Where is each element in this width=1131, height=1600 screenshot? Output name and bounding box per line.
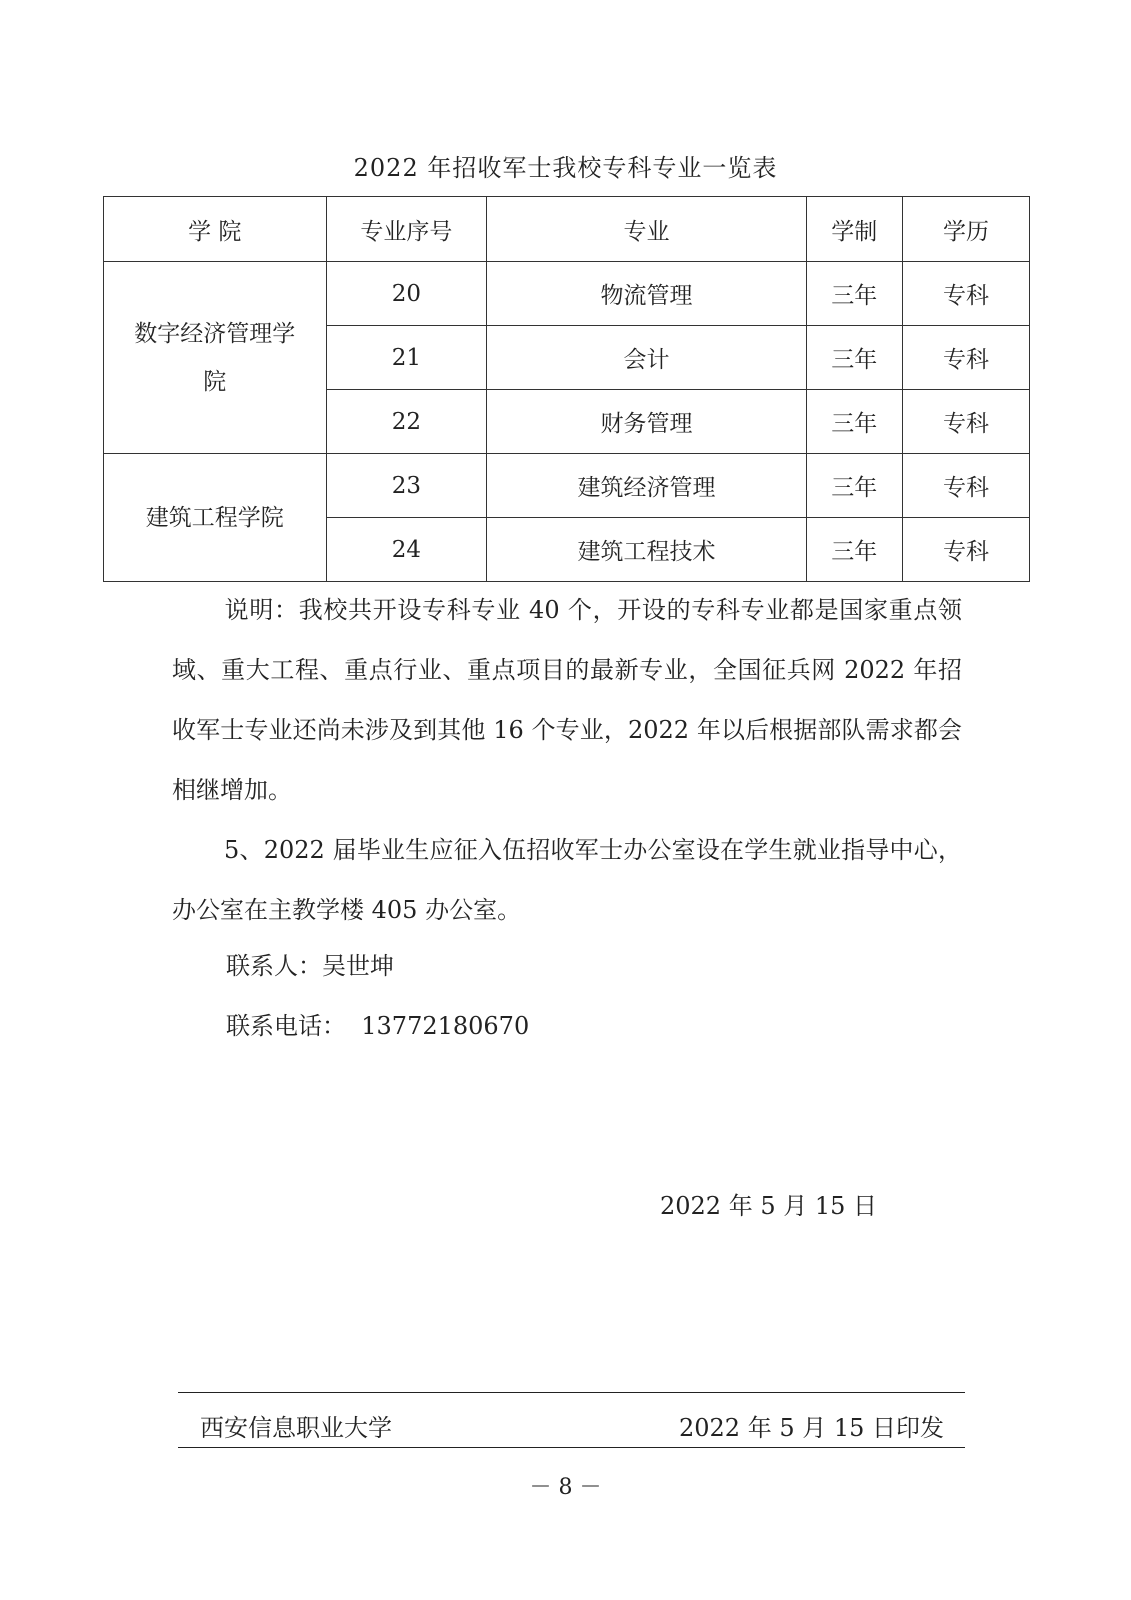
page-number: － 8 － <box>529 1475 602 1500</box>
footer-top-rule <box>178 1392 965 1393</box>
degree-cell: 专科 <box>902 454 1029 518</box>
table-row <box>104 454 1030 518</box>
majors-table <box>103 196 1030 582</box>
length-cell: 三年 <box>806 390 902 454</box>
length-cell: 三年 <box>806 518 902 582</box>
length-cell: 三年 <box>806 454 902 518</box>
major-cell: 建筑工程技术 <box>487 518 806 582</box>
table-row <box>104 262 1030 326</box>
seq-cell: 21 <box>326 326 487 390</box>
degree-cell: 专科 <box>902 390 1029 454</box>
college-name: 建筑工程学院 <box>145 504 284 531</box>
note-text: 说明：我校共开设专科专业 40 个，开设的专科专业都是国家重点领域、重大工程、重点行业、重点项目的最新专业，全国征兵网 2022 年招收军士专业还尚未涉及到其他 16 个专业，2022 年以后根据部队需求都会相继增加。 <box>172 596 962 804</box>
header-college: 学 院 <box>104 197 327 262</box>
degree-cell: 专科 <box>902 262 1029 326</box>
footer-bottom-rule <box>178 1447 965 1448</box>
header-major: 专业 <box>487 197 806 262</box>
document-date: 2022 年 5 月 15 日 <box>660 1192 878 1220</box>
length-cell: 三年 <box>806 326 902 390</box>
major-cell: 建筑经济管理 <box>487 454 806 518</box>
major-cell: 物流管理 <box>487 262 806 326</box>
seq-cell: 22 <box>326 390 487 454</box>
header-degree: 学历 <box>902 197 1029 262</box>
header-seq: 专业序号 <box>326 197 487 262</box>
seq-cell: 24 <box>326 518 487 582</box>
contact-person: 联系人：吴世坤 <box>226 952 394 980</box>
degree-cell: 专科 <box>902 518 1029 582</box>
college-name: 数字经济管理学院 <box>134 320 296 395</box>
item5-text: 5、2022 届毕业生应征入伍招收军士办公室设在学生就业指导中心，办公室在主教学楼 405 办公室。 <box>172 836 962 924</box>
contact-phone: 联系电话： 13772180670 <box>226 1012 530 1040</box>
footer-org: 西安信息职业大学 <box>200 1414 392 1442</box>
item5-paragraph <box>172 820 962 940</box>
college-cell <box>104 454 327 582</box>
seq-cell: 23 <box>326 454 487 518</box>
college-cell <box>104 262 327 454</box>
footer-issued: 2022 年 5 月 15 日印发 <box>679 1414 945 1442</box>
degree-cell: 专科 <box>902 326 1029 390</box>
seq-cell: 20 <box>326 262 487 326</box>
header-length: 学制 <box>806 197 902 262</box>
major-cell: 会计 <box>487 326 806 390</box>
table-header-row <box>104 197 1030 262</box>
table-title: 2022 年招收军士我校专科专业一览表 <box>353 154 778 182</box>
major-cell: 财务管理 <box>487 390 806 454</box>
length-cell: 三年 <box>806 262 902 326</box>
note-paragraph <box>172 580 962 820</box>
